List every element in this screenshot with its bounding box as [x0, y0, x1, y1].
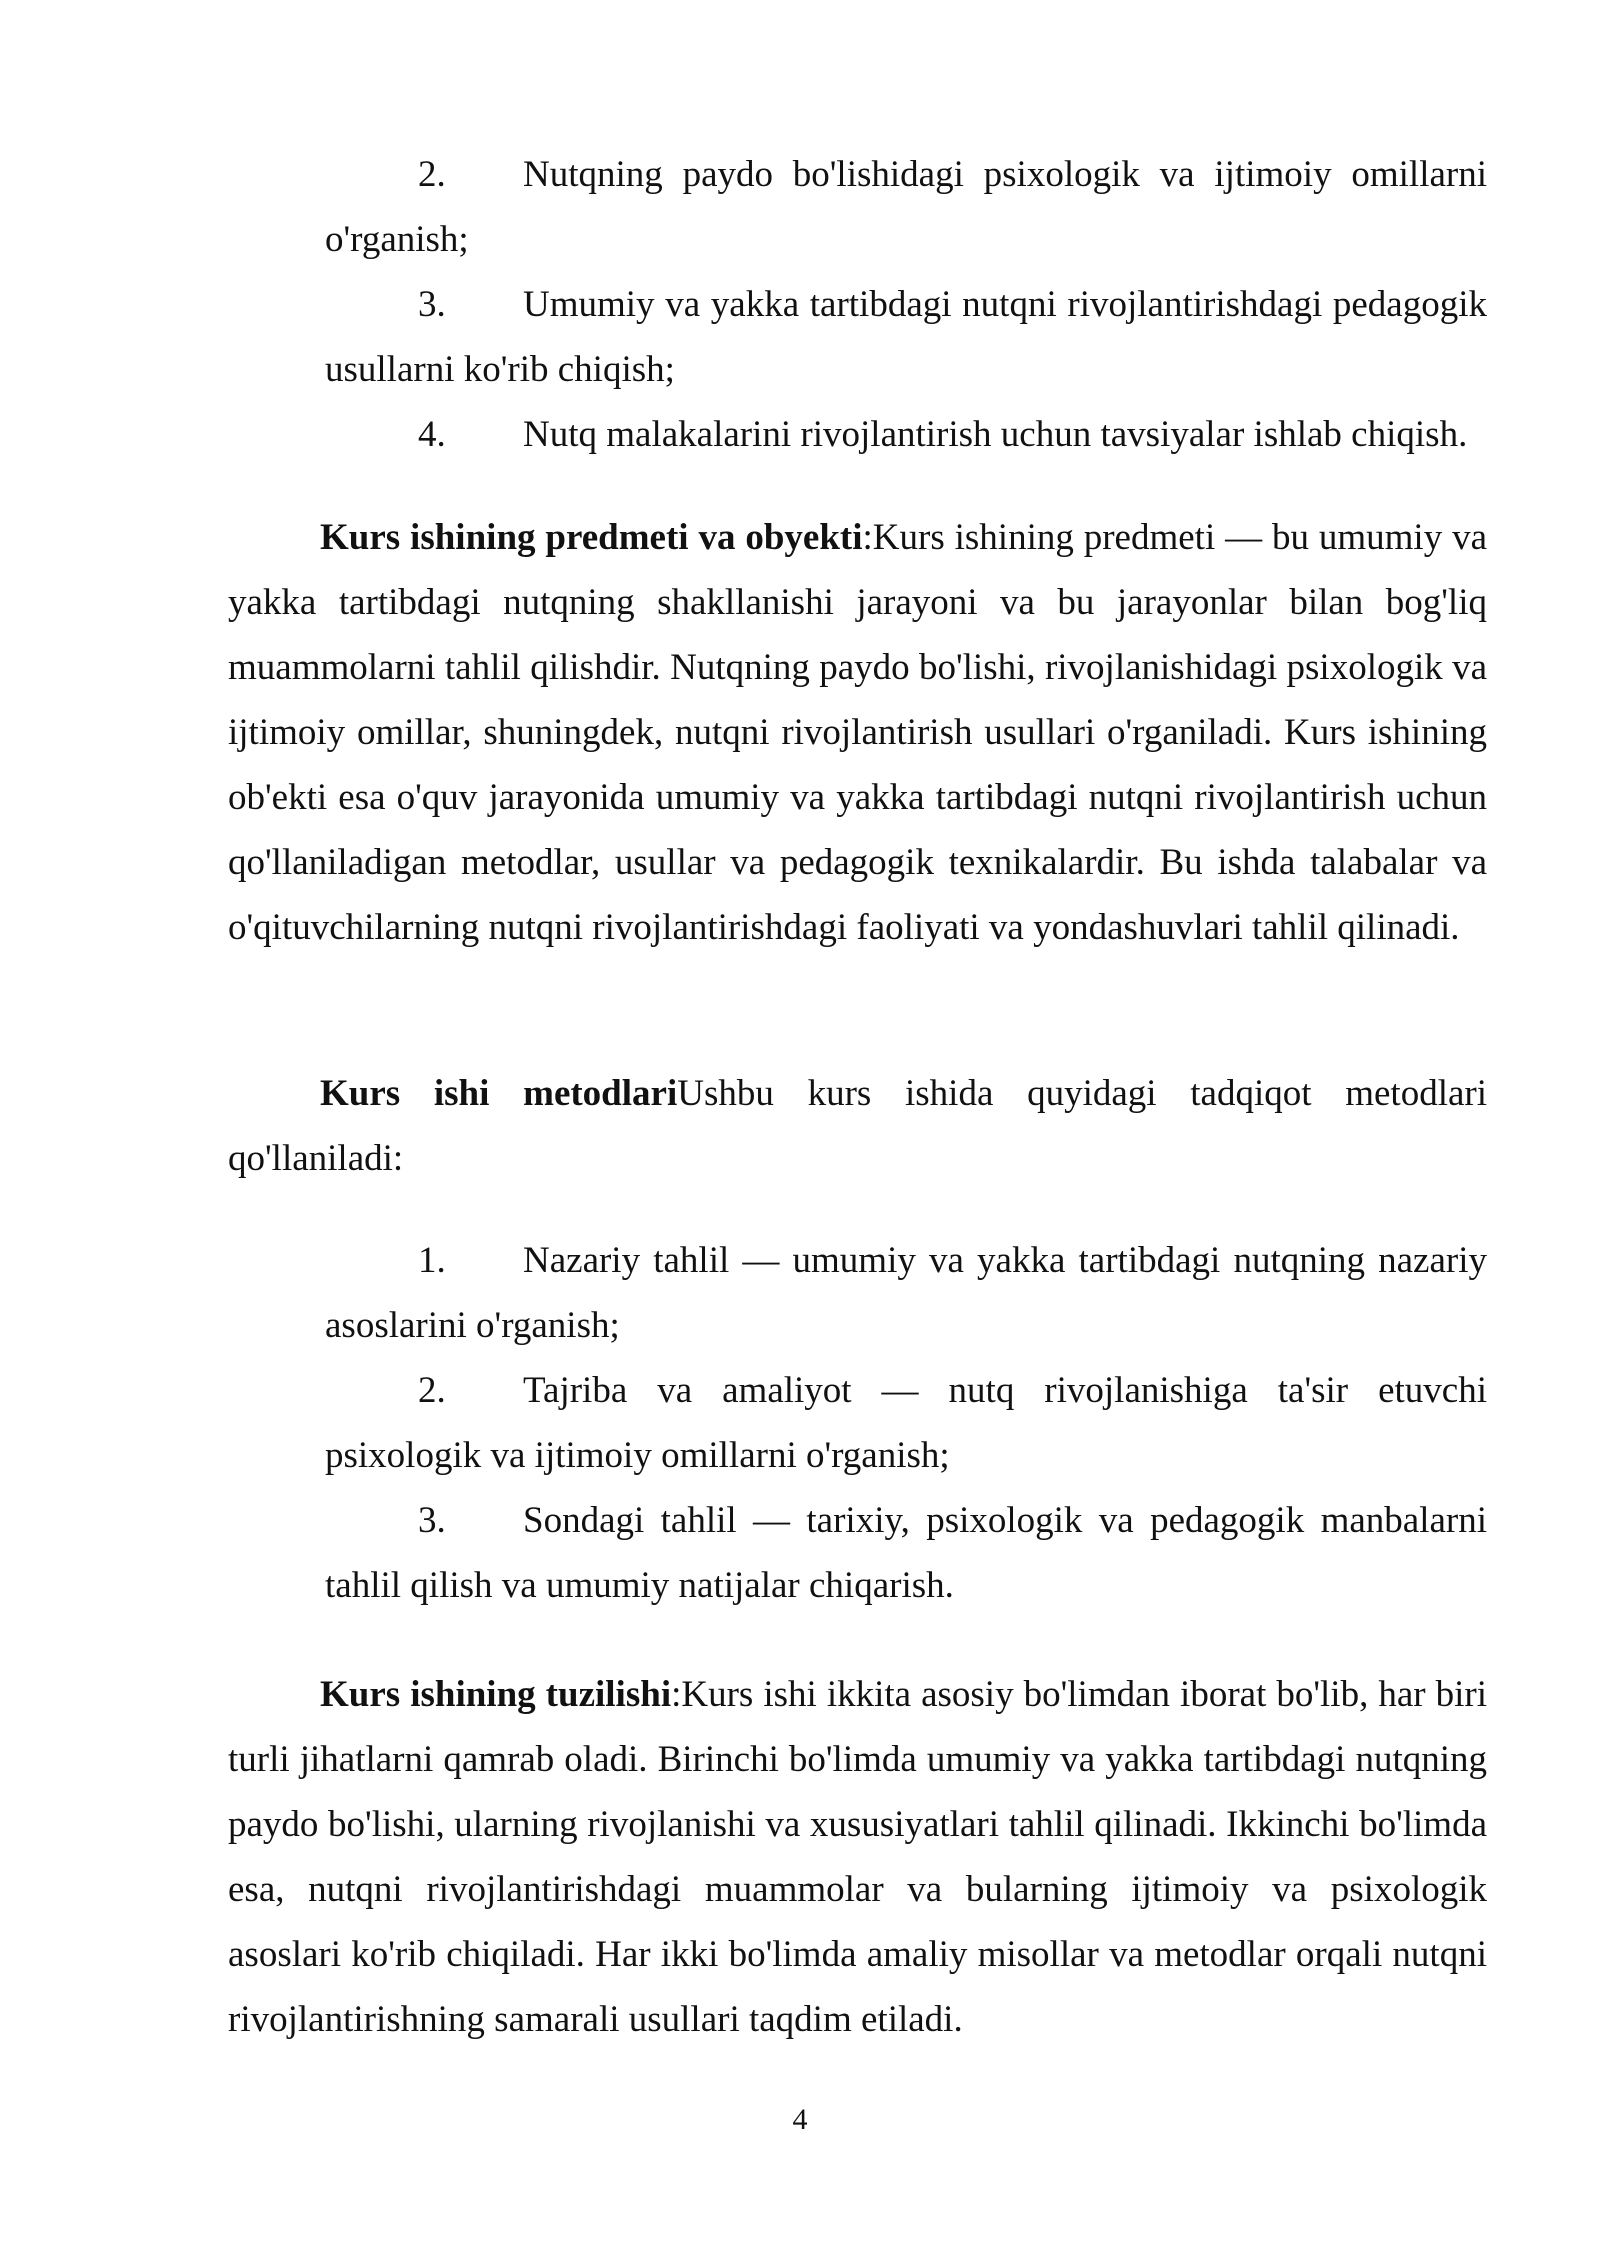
list-item — [325, 142, 1487, 272]
list-number: 4. — [418, 414, 446, 455]
list-number: 3. — [418, 284, 446, 325]
methods-list — [325, 1228, 1487, 1618]
list-text: Tajriba va amaliyot — nutq rivojlanishiga ta'sir etuvchi psixologik va ijtimoiy omillarni o'rganish; — [325, 1370, 1487, 1476]
methods-paragraph — [228, 1061, 1487, 1191]
structure-paragraph — [228, 1662, 1487, 2052]
list-item — [325, 1228, 1487, 1358]
section-heading: Kurs ishining tuzilishi — [320, 1674, 672, 1715]
list-item — [325, 272, 1487, 402]
objectives-list — [325, 142, 1487, 467]
list-number: 2. — [418, 1370, 446, 1411]
paragraph-text: :Kurs ishi ikkita asosiy bo'limdan iborat bo'lib, har biri turli jihatlarni qamrab oladi. Birinchi bo'limda umumiy va yakka tartibdagi nutqning paydo bo'lishi, ularning rivojlanishi va xususiyatlari tahlil qilinadi. Ikkinchi bo'limda esa, nutqni rivojlantirishdagi muammolar va bularning ijtimoiy va psixologik asoslari ko'rib chiqiladi. Har ikki bo'limda amaliy misollar va metodlar orqali nutqni rivojlantirishning samarali usullari taqdim etiladi. — [228, 1674, 1487, 2040]
section-heading: Kurs ishining predmeti va obyekti — [320, 517, 863, 558]
list-text: Sondagi tahlil — tarixiy, psixologik va pedagogik manbalarni tahlil qilish va umumiy natijalar chiqarish. — [325, 1500, 1487, 1606]
page-number: 4 — [792, 2103, 808, 2136]
list-text: Umumiy va yakka tartibdagi nutqni rivojlantirishdagi pedagogik usullarni ko'rib chiqish; — [325, 284, 1487, 390]
list-text: Nutqning paydo bo'lishidagi psixologik va ijtimoiy omillarni o'rganish; — [325, 154, 1487, 260]
list-item — [325, 1488, 1487, 1618]
list-item — [325, 1358, 1487, 1488]
list-text: Nutq malakalarini rivojlantirish uchun tavsiyalar ishlab chiqish. — [523, 414, 1468, 455]
section-heading: Kurs ishi metodlari — [320, 1073, 678, 1114]
subject-object-paragraph — [228, 505, 1487, 960]
list-number: 1. — [418, 1240, 446, 1281]
paragraph-text: Ushbu kurs ishida quyidagi tadqiqot metodlari qo'llaniladi: — [228, 1073, 1488, 1179]
list-number: 2. — [418, 154, 446, 195]
paragraph-text: :Kurs ishining predmeti — bu umumiy va yakka tartibdagi nutqning shakllanishi jarayoni va bu jarayonlar bilan bog'liq muammolarni tahlil qilishdir. Nutqning paydo bo'lishi, rivojlanishidagi psixologik va ijtimoiy omillar, shuningdek, nutqni rivojlantirish usullari o'rganiladi. Kurs ishining ob'ekti esa o'quv jarayonida umumiy va yakka tartibdagi nutqni rivojlantirish uchun qo'llaniladigan metodlar, usullar va pedagogik texnikalardir. Bu ishda talabalar va o'qituvchilarning nutqni rivojlantirishdagi faoliyati va yondashuvlari tahlil qilinadi. — [228, 517, 1487, 948]
list-number: 3. — [418, 1500, 446, 1541]
list-item — [325, 402, 1487, 467]
list-text: Nazariy tahlil — umumiy va yakka tartibdagi nutqning nazariy asoslarini o'rganish; — [325, 1240, 1487, 1346]
